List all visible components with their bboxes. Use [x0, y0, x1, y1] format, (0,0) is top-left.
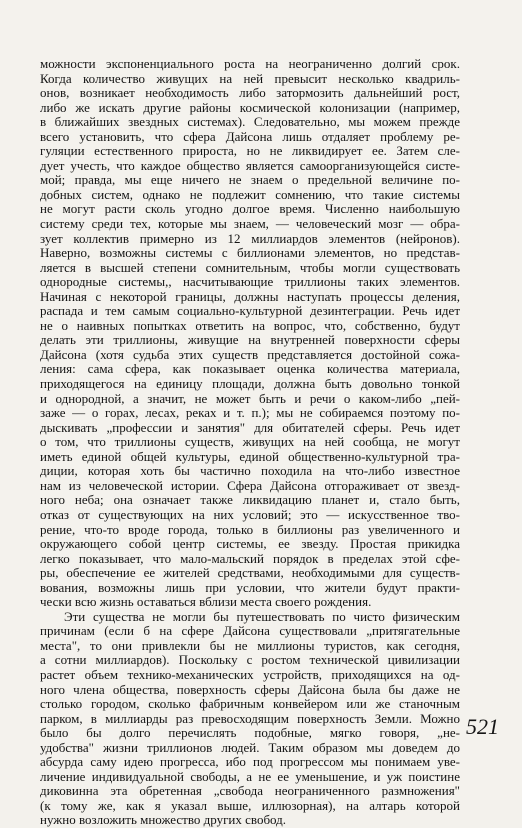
text-line: удобства" жизни триллионов людей. Таким образом мы доведем до	[40, 740, 460, 755]
text-line: Эти существа не могли бы путешествовать по чисто физическим	[64, 609, 460, 624]
text-line: столько городом, сколько фабричным конвейером или же станочным	[40, 697, 460, 712]
text-line: дует учесть, что каждое общество является самоорганизующейся систе-	[40, 158, 460, 173]
text-line: зует коллектив примерно из 12 миллиардов элементов (нейронов).	[40, 231, 460, 246]
text-line: либо же искать другие районы космической колонизации (например,	[40, 100, 460, 115]
text-line: нам из человеческой истории. Сфера Дайсона отгораживает от звезд-	[40, 478, 460, 493]
text-line: нужно возложить множество других свобод.	[40, 813, 287, 828]
text-line: иметь единой общей культуры, единой общественно-культурной тра-	[40, 449, 460, 464]
text-line: дыскивать „профессии и занятия" для обитателей сферы. Речь идет	[40, 420, 460, 435]
text-line: диции, которая хоть бы частично походила на что-либо известное	[40, 464, 460, 479]
text-line: Когда количество живущих на ней превысит несколько квадриль-	[40, 71, 460, 86]
text-line: вования, возможны лишь при условии, что жители будут практи-	[40, 580, 460, 595]
text-line: ляется в высшей степени сомнительным, чтобы могли существовать	[40, 260, 460, 275]
text-line: личение индивидуальной свободы, а не ее уменьшение, и уж поистине	[40, 769, 460, 784]
text-line: о том, что триллионы существ, живущих на ней сообща, не могут	[40, 435, 460, 450]
text-line: растет объем технико-механических устройств, приходящихся на од-	[40, 667, 460, 682]
text-line: чески всю жизнь оставаться вблизи места своего рождения.	[40, 595, 372, 610]
text-line: рение, что-то вроде города, только в биллионы раз увеличенного и	[40, 522, 460, 537]
text-line: Начиная с некоторой границы, должны наступать процессы деления,	[40, 289, 460, 304]
text-line: гуляции естественного прироста, но не ликвидирует ее. Затем сле-	[40, 144, 460, 159]
text-line: ного неба; она означает также ликвидацию планет и, стало быть,	[40, 493, 460, 508]
text-line: в ближайших звездных системах). Следовательно, мы можем прежде	[40, 115, 460, 130]
text-line: всего установить, что сфера Дайсона лишь отдаляет проблему ре-	[40, 129, 460, 144]
text-line: ного члена общества, поверхность сферы Дайсона была бы даже не	[40, 682, 460, 697]
text-line: а сотни миллиардов). Поскольку с ростом технической цивилизации	[40, 653, 460, 668]
text-line: легко показывает, что мало-мальский порядок в пределах этой сфе-	[40, 551, 460, 566]
text-line: и однородной, а значит, не может быть и речи о каком-либо „пей-	[40, 391, 460, 406]
text-line: причинам (если б на сфере Дайсона существовали „притягательные	[40, 624, 460, 639]
text-line: не могут расти сколь угодно долгое время. Численно наибольшую	[40, 202, 460, 217]
text-line: Дайсона (хотя судьба этих существ представляется достойной сожа-	[40, 347, 460, 362]
text-line: парком, в миллиарды раз превосходящим поверхность Земли. Можно	[40, 711, 460, 726]
text-line: приходящегося на единицу площади, должна быть довольно тонкой	[40, 377, 460, 392]
text-line: диковинна эта обретенная „свобода неограниченного размножения"	[40, 784, 460, 799]
text-line: ры, обеспечение ее жителей средствами, необходимыми для существ-	[40, 566, 460, 581]
text-line: Наверно, возможны системы с биллионами элементов, но представ-	[40, 246, 460, 261]
text-line: распада и тем самым социально-культурной дезинтеграции. Речь идет	[40, 304, 460, 319]
text-line: заже — о горах, лесах, реках и т. п.); мы не собираемся поэтому по-	[40, 406, 460, 421]
text-line: ления: сама сфера, как показывает оценка количества материала,	[40, 362, 460, 377]
text-line: добных систем, однако не подлежит сомнению, что такие системы	[40, 187, 460, 202]
text-line: абсурда саму идею прогресса, ибо под прогрессом мы понимаем уве-	[40, 755, 460, 770]
text-line: было бы долго перечислять подобные, мягко говоря, „не-	[40, 726, 460, 741]
text-line: окружающего собой центр системы, ее звезду. Простая прикидка	[40, 537, 460, 552]
text-line: онов, возникает необходимость либо затормозить дальнейший рост,	[40, 86, 460, 101]
body-text	[40, 57, 460, 828]
text-line: делать эти триллионы, живущие на внутренней поверхности сферы	[40, 333, 460, 348]
text-line: места", то они привлекли бы не миллионы туристов, как сегодня,	[40, 638, 460, 653]
text-line: не о наивных попытках ответить на вопрос, что, собственно, будут	[40, 318, 460, 333]
text-line: систему среди тех, которые мы знаем, — человеческий мозг — обра-	[40, 217, 460, 232]
text-line: мой; правда, мы еще ничего не знаем о предельной величине по-	[40, 173, 460, 188]
text-line: однородные системы,, насчитывающие триллионы таких элементов.	[40, 275, 460, 290]
text-line: (к тому же, как я указал выше, иллюзорная), на алтарь которой	[40, 798, 460, 813]
text-line: можности экспоненциального роста на неограниченно долгий срок.	[40, 57, 460, 71]
text-line: отказ от существующих на них условий; это — искусственное тво-	[40, 507, 460, 522]
page-number: 521	[466, 714, 499, 739]
